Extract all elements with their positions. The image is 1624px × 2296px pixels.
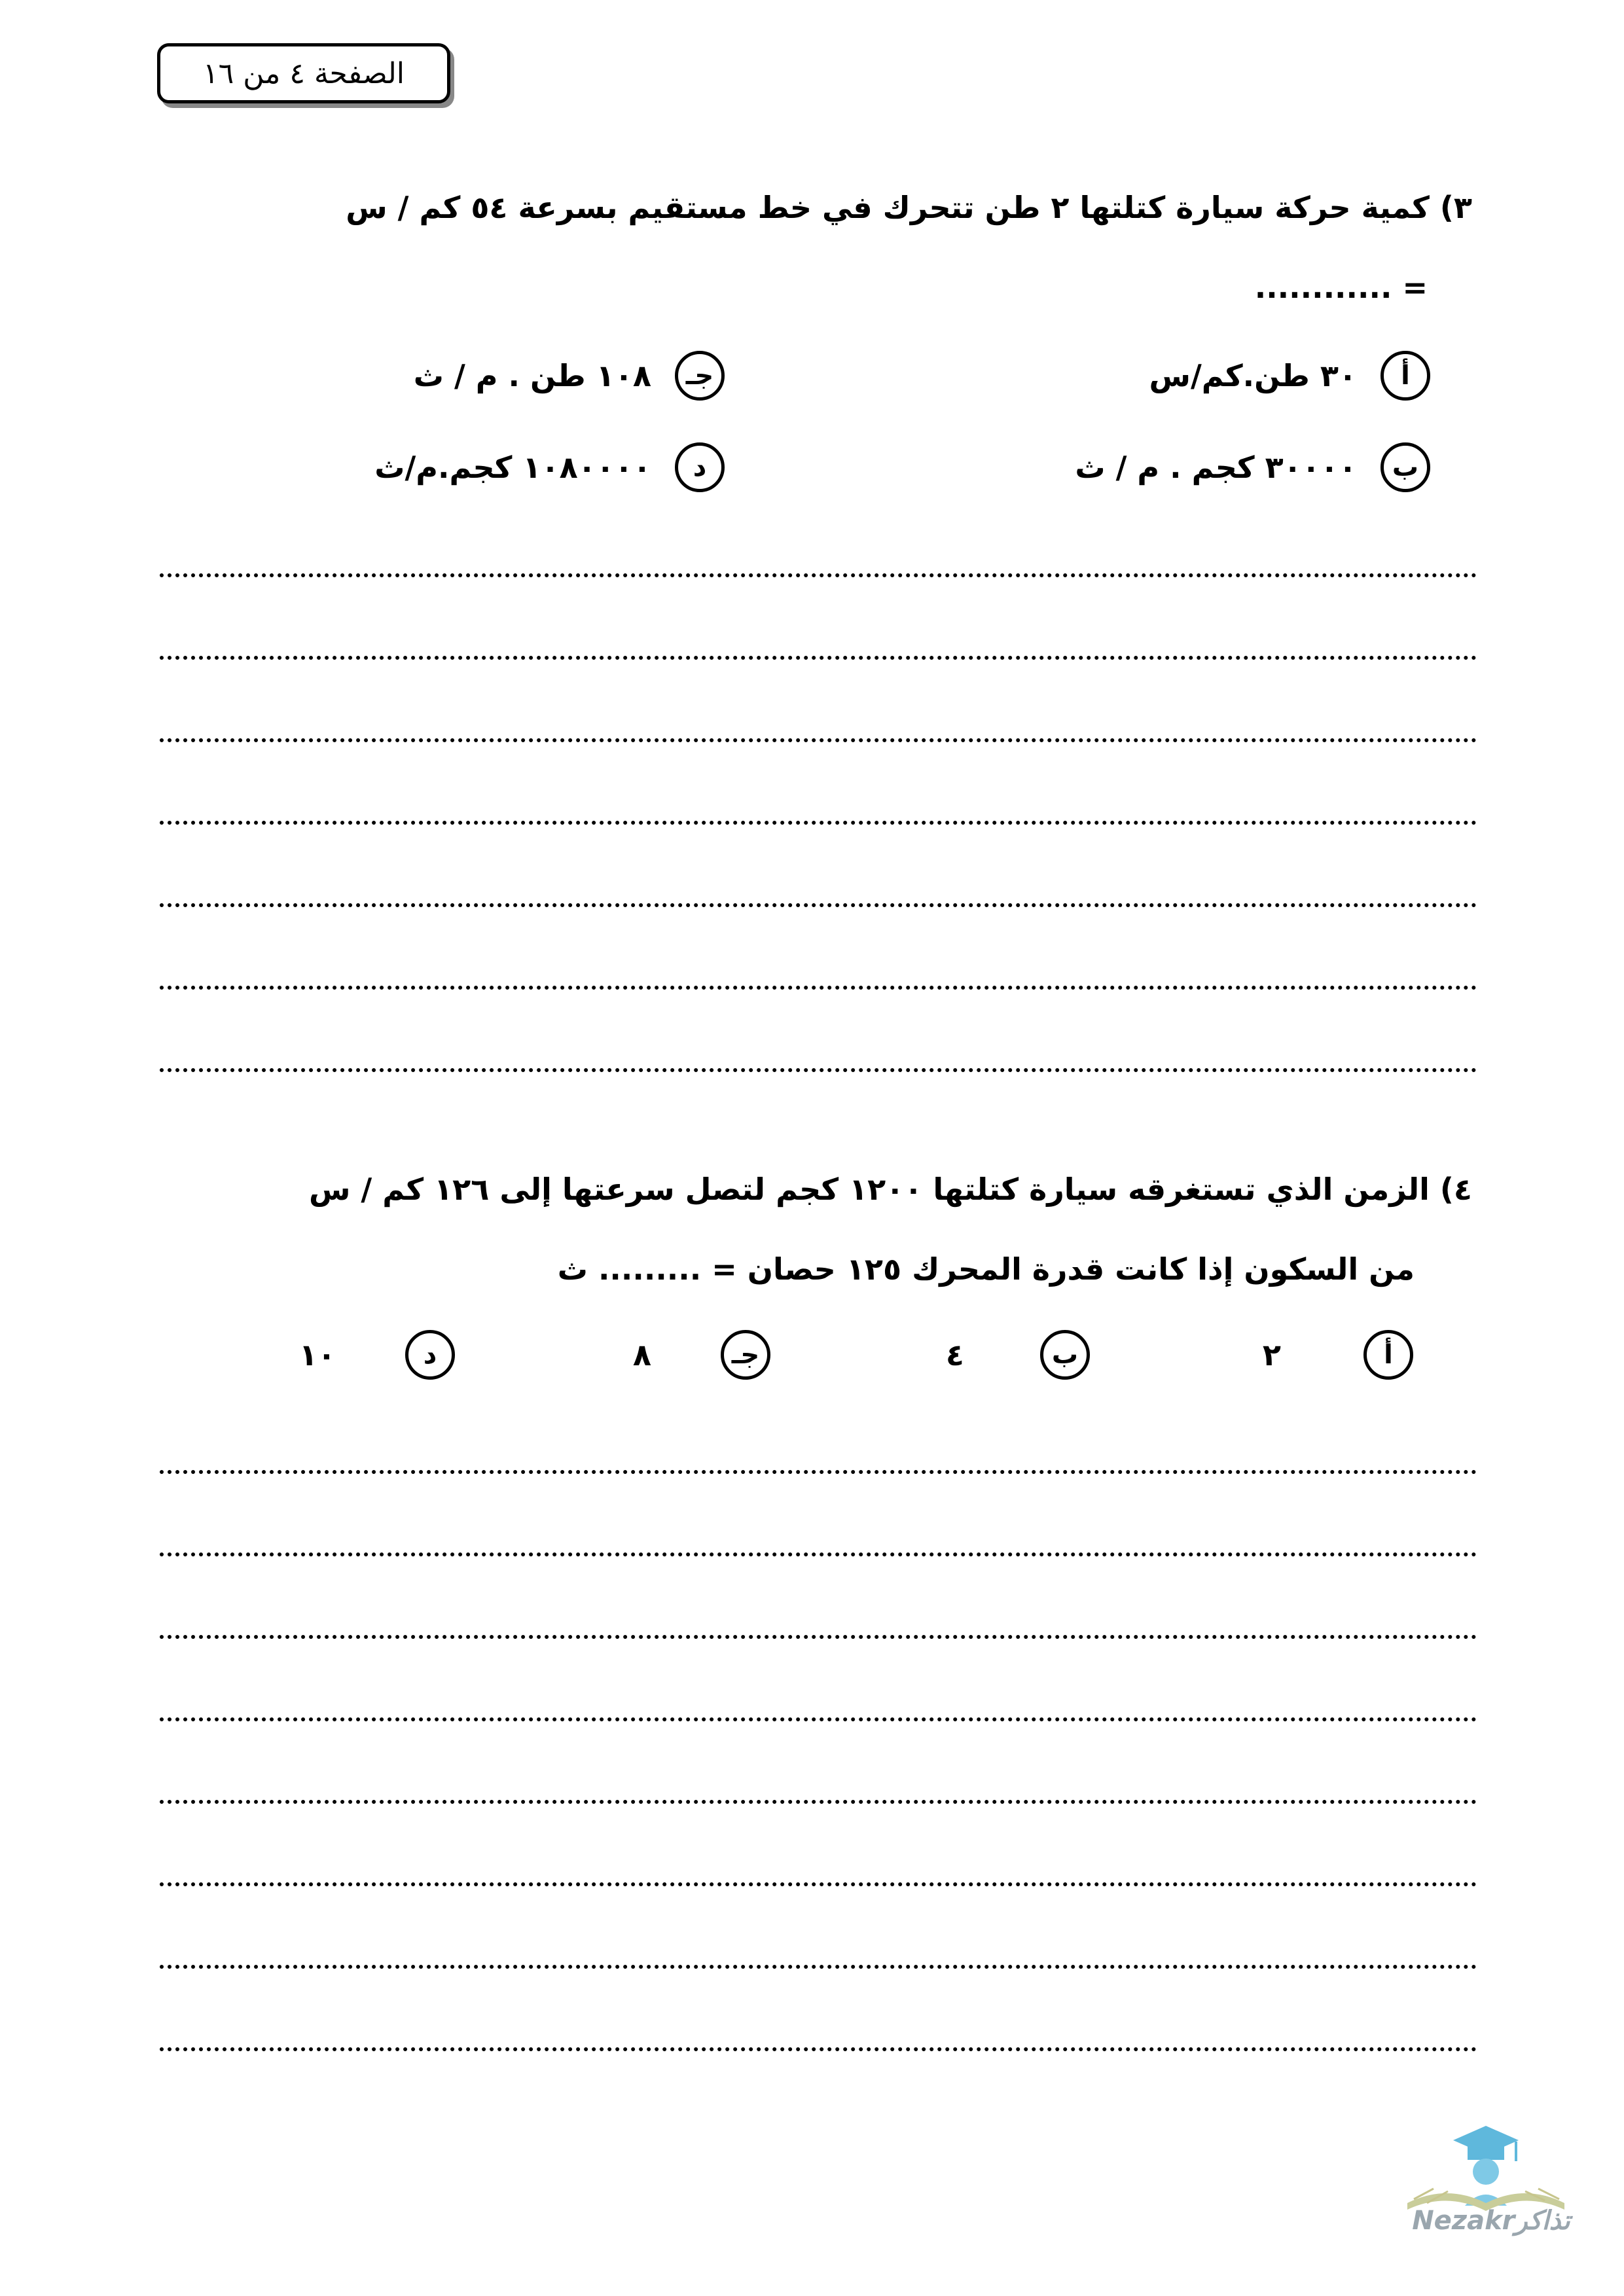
question-3-blank: = ............: [1254, 270, 1428, 305]
question-4-text-continued: من السكون إذا كانت قدرة المحرك ١٢٥ حصان = ......... ث: [557, 1251, 1415, 1287]
option-letter-circle: جـ: [721, 1330, 770, 1380]
option-letter-circle: د: [675, 442, 725, 492]
logo-wordmark: Nezakrتذاكر: [1412, 2206, 1570, 2236]
q3-option-c[interactable]: [414, 351, 725, 401]
option-text: ٣٠٠٠٠ كجم . م / ث: [1075, 450, 1357, 485]
answer-line[interactable]: [160, 1882, 1477, 1886]
option-text: ٨: [632, 1337, 651, 1372]
answer-line[interactable]: [160, 573, 1477, 577]
q3-option-d[interactable]: [374, 442, 725, 492]
option-text: ١٠: [298, 1337, 336, 1372]
answer-line[interactable]: [160, 656, 1477, 660]
option-text: ٢: [1262, 1337, 1281, 1372]
option-letter-circle: أ: [1380, 351, 1430, 401]
answer-line[interactable]: [160, 1717, 1477, 1721]
q4-option-b[interactable]: [946, 1330, 1090, 1380]
option-letter-circle: د: [405, 1330, 455, 1380]
q4-option-d[interactable]: [299, 1330, 455, 1380]
q3-option-a[interactable]: [1149, 351, 1430, 401]
answer-line[interactable]: [160, 1965, 1477, 1969]
answer-line[interactable]: [160, 1068, 1477, 1072]
option-text: ١٠٨٠٠٠٠ كجم.م/ث: [374, 450, 651, 485]
option-letter-circle: ب: [1380, 442, 1430, 492]
answer-line[interactable]: [160, 2047, 1477, 2051]
q3-option-b[interactable]: [1075, 442, 1430, 492]
question-3-text: ٣) كمية حركة سيارة كتلتها ٢ طن تتحرك في خط مستقيم بسرعة ٥٤ كم / س: [346, 190, 1472, 225]
option-text: ١٠٨ طن . م / ث: [413, 358, 651, 393]
option-letter-circle: أ: [1363, 1330, 1413, 1380]
option-text: ٣٠ طن.كم/س: [1149, 358, 1357, 393]
option-text: ٤: [945, 1337, 964, 1372]
answer-line[interactable]: [160, 1470, 1477, 1474]
answer-line[interactable]: [160, 738, 1477, 742]
q4-option-c[interactable]: [633, 1330, 770, 1380]
option-letter-circle: جـ: [675, 351, 725, 401]
answer-line[interactable]: [160, 1800, 1477, 1804]
answer-line[interactable]: [160, 903, 1477, 907]
option-letter-circle: ب: [1040, 1330, 1090, 1380]
answer-line[interactable]: [160, 986, 1477, 990]
page-number-label: الصفحة ٤ من ١٦: [157, 43, 450, 103]
answer-line[interactable]: [160, 1552, 1477, 1556]
answer-line[interactable]: [160, 821, 1477, 825]
question-4-text: ٤) الزمن الذي تستغرقه سيارة كتلتها ١٢٠٠ كجم لتصل سرعتها إلى ١٢٦ كم / س: [308, 1172, 1472, 1207]
answer-line[interactable]: [160, 1635, 1477, 1639]
q4-option-a[interactable]: [1263, 1330, 1413, 1380]
